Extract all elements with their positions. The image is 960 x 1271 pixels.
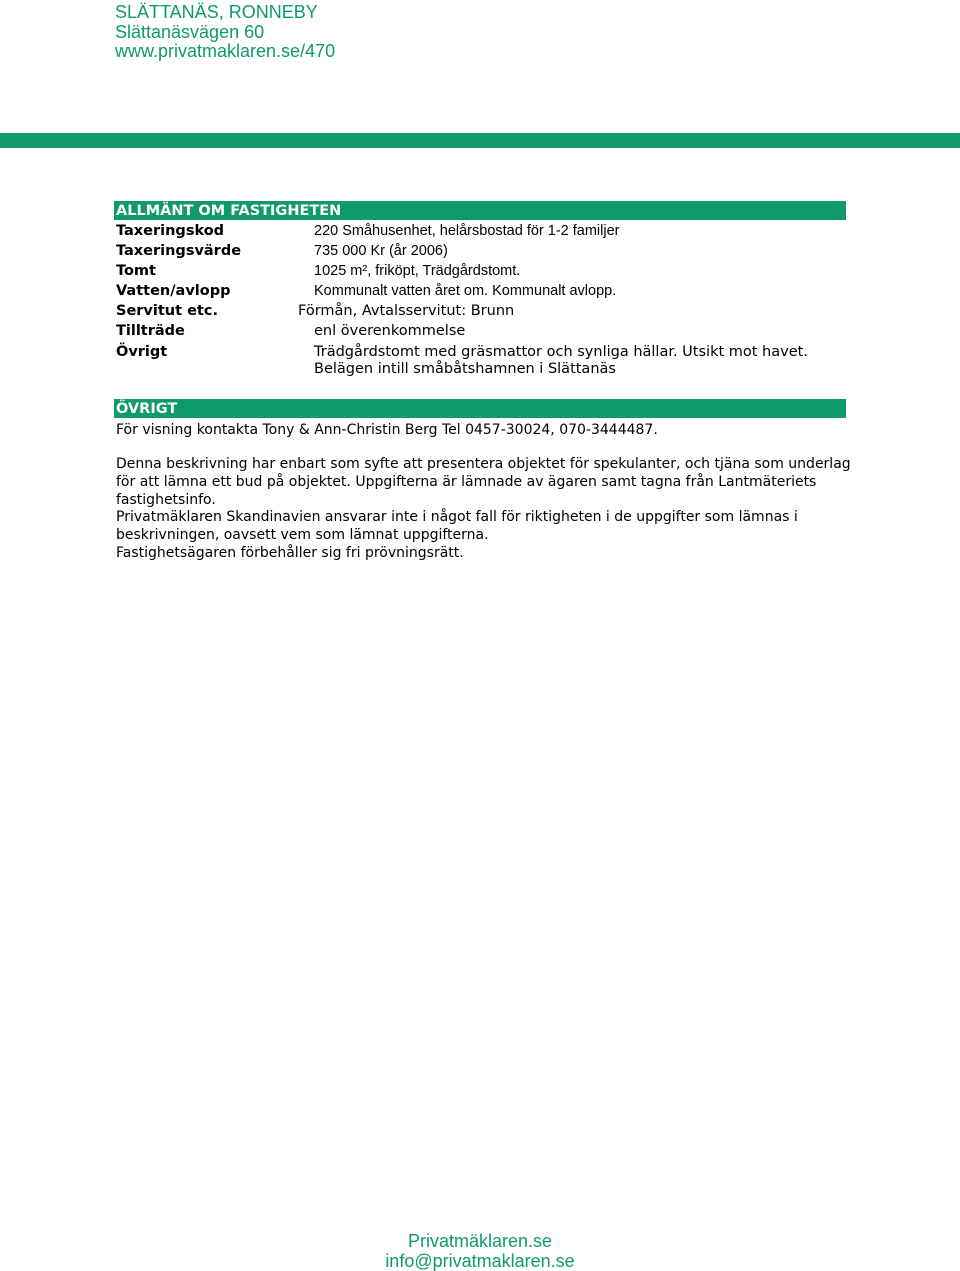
disclaimer-block — [116, 456, 856, 563]
property-address: Slättanäsvägen 60 — [115, 21, 265, 42]
info-value: Kommunalt vatten året om. Kommunalt avlopp. — [314, 283, 617, 299]
green-divider-bar — [0, 133, 960, 148]
info-value: 735 000 Kr (år 2006) — [314, 243, 448, 259]
info-label: Övrigt — [116, 344, 168, 360]
general-section-heading: ALLMÄNT OM FASTIGHETEN — [114, 201, 846, 220]
info-value: 220 Småhusenhet, helårsbostad för 1-2 familjer — [314, 223, 620, 239]
info-value: Förmån, Avtalsservitut: Brunn — [298, 303, 515, 319]
info-label: Tomt — [116, 263, 156, 279]
info-label: Taxeringsvärde — [116, 243, 242, 259]
page-header — [115, 3, 335, 62]
info-value: Belägen intill småbåtshamnen i Slättanäs — [314, 361, 616, 377]
info-value: enl överenkommelse — [314, 323, 466, 339]
info-label: Tillträde — [116, 323, 185, 339]
info-value: Trädgårdstomt med gräsmattor och synliga hällar. Utsikt mot havet. — [314, 344, 808, 360]
info-value: 1025 m², friköpt, Trädgårdstomt. — [314, 263, 521, 279]
disclaimer-paragraph: Fastighetsägaren förbehåller sig fri prövningsrätt. — [116, 544, 464, 561]
property-title: SLÄTTANÄS, RONNEBY — [115, 2, 318, 22]
page-footer — [0, 1231, 960, 1271]
info-label: Vatten/avlopp — [116, 283, 231, 299]
info-label: Taxeringskod — [116, 223, 225, 239]
disclaimer-paragraph: Denna beskrivning har enbart som syfte att presentera objektet för spekulanter, och tjäna som underlag för att lämna ett bud på objektet. Uppgifterna är lämnade av ägaren samt tagna från Lantmäteriets fastighetsinfo. — [116, 456, 851, 508]
other-section-heading: ÖVRIGT — [114, 399, 846, 418]
info-label: Servitut etc. — [116, 303, 218, 319]
disclaimer-paragraph: Privatmäklaren Skandinavien ansvarar inte i något fall för riktigheten i de uppgifter som lämnas i beskrivningen, oavsett vem som lämnat uppgifterna. — [116, 509, 798, 544]
viewing-contact-text: För visning kontakta Tony & Ann-Christin Berg Tel 0457-30024, 070-3444487. — [116, 422, 658, 438]
property-url-link[interactable]: www.privatmaklaren.se/470 — [115, 41, 336, 61]
footer-email-link[interactable]: info@privatmaklaren.se — [385, 1251, 575, 1271]
footer-company-link[interactable]: Privatmäklaren.se — [407, 1231, 553, 1251]
